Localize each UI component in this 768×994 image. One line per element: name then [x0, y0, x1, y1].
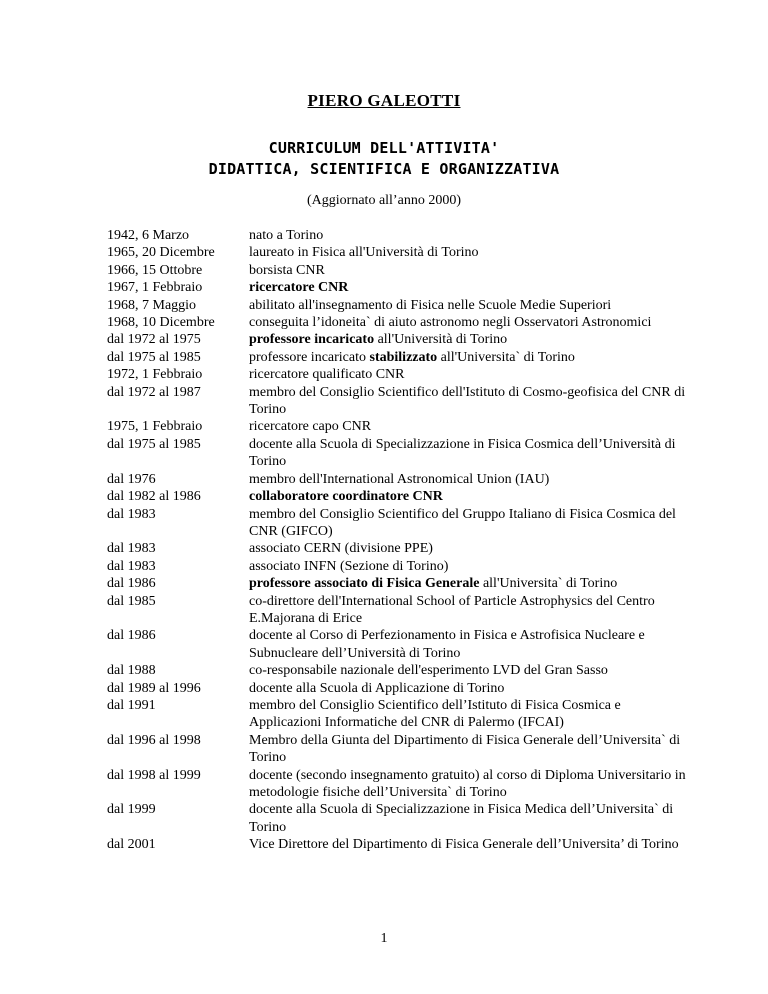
cv-entry-text: abilitato all'insegnamento di Fisica nelle Scuole Medie Superiori [249, 297, 612, 313]
cv-entry-text: membro del Consiglio Scientifico dell’Istituto di Fisica Cosmica e Applicazioni Informatiche del CNR di Palermo (IFCAI) [249, 697, 621, 731]
cv-entry-description [249, 627, 695, 662]
cv-entry-bold-text: professore associato di Fisica Generale [249, 576, 480, 592]
cv-entry [0, 697, 768, 732]
cv-entry [0, 767, 768, 802]
cv-entry-date: 1975, 1 Febbraio [107, 419, 203, 435]
cv-entry-date: 1968, 10 Dicembre [107, 315, 215, 331]
cv-entry-date: dal 1998 al 1999 [107, 767, 201, 783]
cv-entry-date: dal 1983 [107, 558, 156, 574]
cv-entry-date: dal 1975 al 1985 [107, 436, 201, 452]
cv-entry-text: docente alla Scuola di Specializzazione in Fisica Cosmica dell’Università di Torino [249, 436, 676, 470]
cv-entry-description [249, 540, 695, 557]
cv-entry-text: conseguita l’idoneita` di aiuto astronomo negli Osservatori Astronomici [249, 315, 652, 331]
cv-entry-description [249, 697, 695, 732]
cv-entry-text: ricercatore qualificato CNR [249, 367, 405, 383]
cv-entry-date: dal 1972 al 1987 [107, 384, 201, 400]
cv-entry-text: Membro della Giunta del Dipartimento di Fisica Generale dell’Universita` di Torino [249, 732, 681, 766]
cv-entry-date: dal 1983 [107, 541, 156, 557]
cv-entry-text: membro dell'International Astronomical Union (IAU) [249, 471, 550, 487]
cv-entry-description [249, 488, 695, 505]
cv-entry-description [249, 593, 695, 628]
cv-entry-description [249, 314, 695, 331]
cv-entry-text: ricercatore capo CNR [249, 419, 372, 435]
cv-entry-text: all'Università di Torino [374, 332, 508, 348]
cv-entry-date: dal 1985 [107, 593, 156, 609]
cv-entry-date: 1967, 1 Febbraio [107, 280, 203, 296]
cv-entry-description [249, 418, 695, 435]
cv-entry [0, 331, 768, 348]
cv-entry-date: dal 2001 [107, 837, 156, 853]
cv-entry [0, 732, 768, 767]
cv-entry-description [249, 262, 695, 279]
cv-entry-text: docente al Corso di Perfezionamento in Fisica e Astrofisica Nucleare e Subnucleare dell’Università di Torino [249, 628, 645, 661]
cv-entry-list [0, 227, 768, 854]
cv-entry [0, 436, 768, 471]
cv-entry [0, 575, 768, 592]
cv-entry [0, 279, 768, 296]
cv-entry-text: all'Universita` di Torino [479, 576, 618, 592]
cv-entry [0, 366, 768, 383]
heading-line-1: CURRICULUM DELL'ATTIVITA' [268, 139, 500, 157]
cv-entry-text: all'Universita` di Torino [437, 349, 575, 365]
cv-entry-date: 1968, 7 Maggio [107, 297, 197, 313]
cv-entry [0, 558, 768, 575]
cv-entry-bold-text: collaboratore coordinatore CNR [249, 489, 443, 505]
cv-entry-date: dal 1991 [107, 697, 156, 713]
cv-entry-description [249, 471, 695, 488]
cv-entry-bold-text: professore incaricato [249, 332, 375, 348]
cv-entry-text: nato a Torino [249, 228, 324, 243]
cv-entry-date: 1972, 1 Febbraio [107, 367, 203, 383]
cv-entry-description [249, 506, 695, 541]
cv-entry-text: membro del Consiglio Scientifico del Gruppo Italiano di Fisica Cosmica del CNR (GIFCO) [249, 506, 676, 539]
cv-entry-text: associato INFN (Sezione di Torino) [249, 558, 449, 574]
cv-entry [0, 836, 768, 853]
cv-entry-text: co-direttore dell'International School of Particle Astrophysics del Centro E.Majorana di Erice [249, 593, 655, 626]
cv-entry-bold-text: ricercatore CNR [249, 280, 349, 296]
cv-entry-description [249, 366, 695, 383]
cv-entry [0, 627, 768, 662]
cv-entry [0, 262, 768, 279]
cv-entry-description [249, 732, 695, 767]
cv-entry [0, 680, 768, 697]
cv-entry-description [249, 680, 695, 697]
cv-entry [0, 540, 768, 557]
cv-entry-date: 1965, 20 Dicembre [107, 245, 215, 261]
cv-entry [0, 227, 768, 244]
cv-entry-date: dal 1976 [107, 471, 156, 487]
cv-entry-description [249, 558, 695, 575]
cv-entry-text: docente alla Scuola di Applicazione di Torino [249, 680, 505, 696]
cv-entry [0, 314, 768, 331]
cv-entry-text: Vice Direttore del Dipartimento di Fisica Generale dell’Universita’ di Torino [249, 837, 679, 853]
cv-entry-date: dal 1982 al 1986 [107, 489, 201, 505]
cv-entry-date: dal 1989 al 1996 [107, 680, 201, 696]
cv-entry [0, 297, 768, 314]
cv-entry [0, 418, 768, 435]
cv-entry-description [249, 331, 695, 348]
cv-entry-text: docente (secondo insegnamento gratuito) al corso di Diploma Universitario in metodologie fisiche dell’Universita` di Torino [249, 767, 686, 800]
cv-entry-text: professore incaricato [249, 349, 370, 365]
cv-entry-date: dal 1986 [107, 628, 156, 644]
cv-entry-text: borsista CNR [249, 262, 325, 278]
cv-entry-description [249, 244, 695, 261]
cv-entry-bold-text: stabilizzato [369, 349, 438, 365]
cv-entry-text: associato CERN (divisione PPE) [249, 541, 433, 557]
cv-entry [0, 471, 768, 488]
cv-entry-date: dal 1975 al 1985 [107, 349, 201, 365]
cv-entry-description [249, 801, 695, 836]
page-number: 1 [380, 931, 388, 946]
cv-entry-text: laureato in Fisica all'Università di Torino [249, 245, 479, 261]
cv-entry [0, 506, 768, 541]
cv-entry [0, 801, 768, 836]
cv-entry-description [249, 836, 695, 853]
cv-entry-description [249, 279, 695, 296]
cv-entry-text: docente alla Scuola di Specializzazione in Fisica Medica dell’Universita` di Torino [249, 802, 674, 835]
cv-entry-description [249, 297, 695, 314]
cv-entry-text: co-responsabile nazionale dell'esperimento LVD del Gran Sasso [249, 663, 608, 679]
cv-entry [0, 488, 768, 505]
cv-entry [0, 349, 768, 366]
cv-entry-date: dal 1996 al 1998 [107, 732, 201, 748]
cv-entry-description [249, 436, 695, 471]
cv-entry-date: dal 1972 al 1975 [107, 332, 201, 348]
cv-entry [0, 593, 768, 628]
cv-entry-description [249, 575, 695, 592]
cv-entry-date: dal 1983 [107, 506, 156, 522]
cv-entry-date: dal 1986 [107, 576, 156, 592]
heading-line-2: DIDATTICA, SCIENTIFICA E ORGANIZZATIVA [208, 160, 560, 178]
cv-entry-description [249, 767, 695, 802]
cv-entry-description [249, 384, 695, 419]
cv-entry [0, 244, 768, 261]
cv-entry-date: 1966, 15 Ottobre [107, 262, 203, 278]
cv-entry-description [249, 227, 695, 244]
cv-entry-text: membro del Consiglio Scientifico dell'Istituto di Cosmo-geofisica del CNR di Torino [249, 384, 686, 418]
cv-entry-description [249, 662, 695, 679]
page-title: PIERO GALEOTTI [307, 91, 461, 110]
cv-entry [0, 384, 768, 419]
cv-entry-date: dal 1988 [107, 663, 156, 679]
cv-entry-date: 1942, 6 Marzo [107, 228, 190, 243]
cv-entry-date: dal 1999 [107, 802, 156, 818]
cv-entry-description [249, 349, 695, 366]
cv-entry [0, 662, 768, 679]
updated-note: (Aggiornato all’anno 2000) [307, 193, 461, 208]
